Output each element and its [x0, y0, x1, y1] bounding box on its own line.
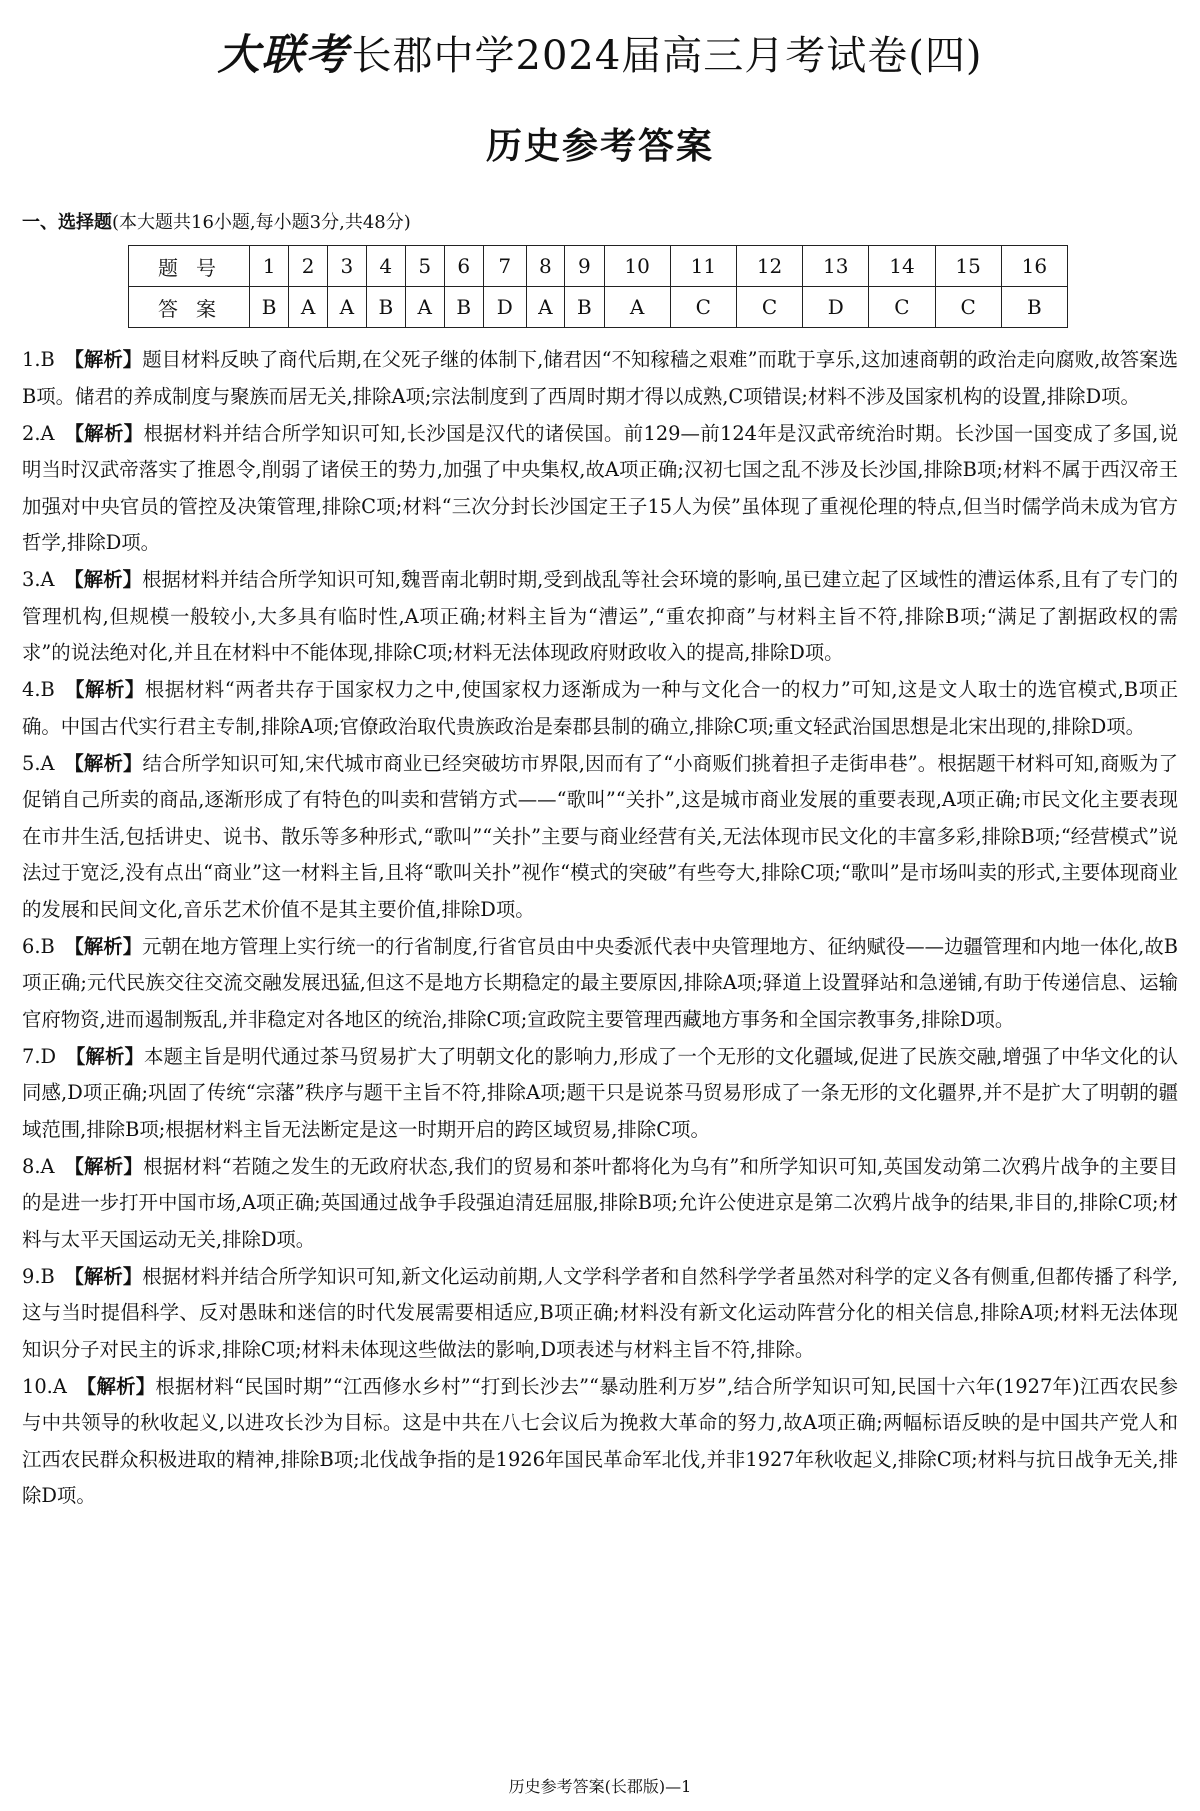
explanation-number: 2.A: [22, 421, 55, 445]
question-number-cell: 11: [670, 246, 736, 287]
answer-cell: A: [327, 287, 366, 328]
explanation-number: 9.B: [22, 1264, 55, 1288]
question-number-cell: 16: [1001, 246, 1067, 287]
explanation-text: 根据材料并结合所学知识可知,魏晋南北朝时期,受到战乱等社会环境的影响,虽已建立起了区域性的漕运体系,且有了专门的管理机构,但规模一般较小,大多具有临时性,A项正确;材料主旨为“漕运”,“重农抑商”与材料主旨不符,排除B项;“满足了割据政权的需求”的说法绝对化,并且在材料中不能体现,排除C项;材料无法体现政府财政收入的提高,排除D项。: [22, 568, 1179, 664]
subject-title: 历史参考答案: [485, 126, 714, 167]
question-number-cell: 5: [405, 246, 444, 287]
answer-cell: B: [250, 287, 289, 328]
explanation-text: 根据材料“若随之发生的无政府状态,我们的贸易和茶叶都将化为乌有”和所学知识可知,英国发动第二次鸦片战争的主要目的是进一步打开中国市场,A项正确;英国通过战争手段强迫清廷屈服,排除B项;允许公使进京是第二次鸦片战争的结果,非目的,排除C项;材料与太平天国运动无关,排除D项。: [22, 1154, 1179, 1251]
question-number-cell: 12: [736, 246, 802, 287]
answer-cell: D: [483, 287, 526, 328]
explanation-text: 题目材料反映了商代后期,在父死子继的体制下,储君因“不知稼穑之艰难”而耽于享乐,这加速商朝的政治走向腐败,故答案选B项。储君的养成制度与聚族而居无关,排除A项;宗法制度到了西周时期才得以成熟,C项错误;材料不涉及国家机构的设置,排除D项。: [22, 348, 1179, 408]
answer-cell: B: [565, 287, 604, 328]
exam-title-text: 长郡中学2024届高三月考试卷(四): [351, 33, 983, 79]
question-number-cell: 3: [327, 246, 366, 287]
explanation-text: 本题主旨是明代通过茶马贸易扩大了明朝文化的影响力,形成了一个无形的文化疆域,促进了民族交融,增强了中华文化的认同感,D项正确;巩固了传统“宗藩”秩序与题干主旨不符,排除A项;题干只是说茶马贸易形成了一条无形的文化疆界,并不是扩大了明朝的疆域范围,排除B项;根据材料主旨无法断定是这一时期开启的跨区域贸易,排除C项。: [22, 1044, 1178, 1141]
explanation-text: 结合所学知识可知,宋代城市商业已经突破坊市界限,因而有了“小商贩们挑着担子走街串巷”。根据题干材料可知,商贩为了促销自己所卖的商品,逐渐形成了有特色的叫卖和营销方式——“歌叫”“关扑”,这是城市商业发展的重要表现,A项正确;市民文化主要表现在市井生活,包括讲史、说书、散乐等多种形式,“歌叫”“关扑”主要与商业经营有关,无法体现市民文化的丰富多彩,排除B项;“经营模式”说法过于宽泛,没有点出“商业”这一材料主旨,且将“歌叫关扑”视作“模式的突破”有些夸大,排除C项;“歌叫”是市场叫卖的形式,主要体现商业的发展和民间文化,音乐艺术价值不是其主要价值,排除D项。: [22, 751, 1178, 921]
answer-table-row-label: 答案: [129, 287, 250, 328]
question-number-cell: 10: [604, 246, 670, 287]
explanation-item: [22, 416, 1178, 562]
answer-cell: C: [869, 287, 935, 328]
answer-cell: B: [1001, 287, 1067, 328]
explanation-tag: 【解析】: [65, 1044, 144, 1068]
answer-cell: A: [405, 287, 444, 328]
question-number-cell: 14: [869, 246, 935, 287]
section-heading-note: (本大题共16小题,每小题3分,共48分): [112, 212, 411, 233]
explanation-tag: 【解析】: [64, 421, 144, 445]
explanation-text: 元朝在地方管理上实行统一的行省制度,行省官员由中央委派代表中央管理地方、征纳赋役——边疆管理和内地一体化,故B项正确;元代民族交往交流交融发展迅猛,但这不是地方长期稳定的最主要原因,排除A项;驿道上设置驿站和急递铺,有助于传递信息、运输官府物资,进而遏制叛乱,并非稳定对各地区的统治,排除C项;宣政院主要管理西藏地方事务和全国宗教事务,排除D项。: [22, 934, 1178, 1031]
question-number-cell: 13: [803, 246, 869, 287]
section-heading: [22, 208, 411, 234]
question-number-cell: 1: [250, 246, 289, 287]
brand-logo-text: 大联考: [217, 30, 350, 79]
answer-table-number-row: [129, 246, 1068, 287]
section-heading-label: 一、选择题: [22, 212, 112, 233]
question-number-cell: 4: [366, 246, 405, 287]
explanation-number: 3.A: [22, 568, 55, 591]
explanation-item: [22, 672, 1178, 745]
answer-table-answer-row: [129, 287, 1068, 328]
explanation-tag: 【解析】: [64, 751, 143, 775]
answer-cell: C: [670, 287, 736, 328]
answer-cell: B: [366, 287, 405, 328]
exam-title: [0, 22, 1200, 82]
explanation-number: 7.D: [22, 1044, 57, 1068]
answer-cell: C: [736, 287, 802, 328]
explanation-item: [22, 342, 1178, 415]
answer-cell: B: [444, 287, 483, 328]
explanation-tag: 【解析】: [64, 1264, 143, 1288]
explanation-tag: 【解析】: [64, 568, 143, 591]
explanation-tag: 【解析】: [64, 348, 143, 371]
page-footer: 历史参考答案(长郡版)—1: [508, 1777, 692, 1796]
explanation-tag: 【解析】: [64, 678, 145, 701]
explanation-item: [22, 1149, 1178, 1259]
answer-cell: A: [526, 287, 565, 328]
explanation-tag: 【解析】: [64, 1154, 144, 1178]
question-number-cell: 2: [289, 246, 328, 287]
explanation-item: [22, 1369, 1178, 1515]
explanation-number: 6.B: [22, 934, 55, 958]
explanation-text: 根据材料并结合所学知识可知,长沙国是汉代的诸侯国。前129—前124年是汉武帝统治时期。长沙国一国变成了多国,说明当时汉武帝落实了推恩令,削弱了诸侯王的势力,加强了中央集权,故A项正确;汉初七国之乱不涉及长沙国,排除B项;材料不属于西汉帝王加强对中央官员的管控及决策管理,排除C项;材料“三次分封长沙国定王子15人为侯”虽体现了重视伦理的特点,但当时儒学尚未成为官方哲学,排除D项。: [22, 421, 1179, 554]
explanation-number: 10.A: [22, 1374, 67, 1398]
explanation-text: 根据材料“两者共存于国家权力之中,使国家权力逐渐成为一种与文化合一的权力”可知,这是文人取士的选官模式,B项正确。中国古代实行君主专制,排除A项;官僚政治取代贵族政治是秦郡县制的确立,排除C项;重文轻武治国思想是北宋出现的,排除D项。: [22, 678, 1178, 738]
answer-cell: D: [803, 287, 869, 328]
answer-table: [128, 245, 1068, 328]
question-number-cell: 8: [526, 246, 565, 287]
explanation-text: 根据材料并结合所学知识可知,新文化运动前期,人文学科学者和自然科学学者虽然对科学的定义各有侧重,但都传播了科学,这与当时提倡科学、反对愚昧和迷信的时代发展需要相适应,B项正确;材料没有新文化运动阵营分化的相关信息,排除A项;材料无法体现知识分子对民主的诉求,排除C项;材料未体现这些做法的影响,D项表述与材料主旨不符,排除。: [22, 1264, 1178, 1361]
explanation-text: 根据材料“民国时期”“江西修水乡村”“打到长沙去”“暴动胜利万岁”,结合所学知识可知,民国十六年(1927年)江西农民参与中共领导的秋收起义,以进攻长沙为目标。这是中共在八七会议后为挽救大革命的努力,故A项正确;两幅标语反映的是中国共产党人和江西农民群众积极进取的精神,排除B项;北伐战争指的是1926年国民革命军北伐,并非1927年秋收起义,排除C项;材料与抗日战争无关,排除D项。: [22, 1374, 1179, 1507]
question-number-cell: 6: [444, 246, 483, 287]
explanation-item: [22, 562, 1178, 672]
explanation-tag: 【解析】: [76, 1374, 156, 1398]
question-number-cell: 9: [565, 246, 604, 287]
explanation-item: [22, 1039, 1178, 1149]
question-number-cell: 7: [483, 246, 526, 287]
explanation-item: [22, 746, 1178, 929]
explanation-item: [22, 929, 1178, 1039]
answer-cell: A: [289, 287, 328, 328]
explanation-number: 4.B: [22, 678, 55, 701]
explanation-tag: 【解析】: [64, 934, 143, 958]
answer-cell: A: [604, 287, 670, 328]
explanation-number: 5.A: [22, 751, 55, 775]
answer-table-row-label: 题号: [129, 246, 250, 287]
answer-cell: C: [935, 287, 1001, 328]
explanation-number: 8.A: [22, 1154, 55, 1178]
explanations-list: [22, 342, 1178, 1515]
explanation-item: [22, 1259, 1178, 1369]
question-number-cell: 15: [935, 246, 1001, 287]
explanation-number: 1.B: [22, 348, 55, 371]
